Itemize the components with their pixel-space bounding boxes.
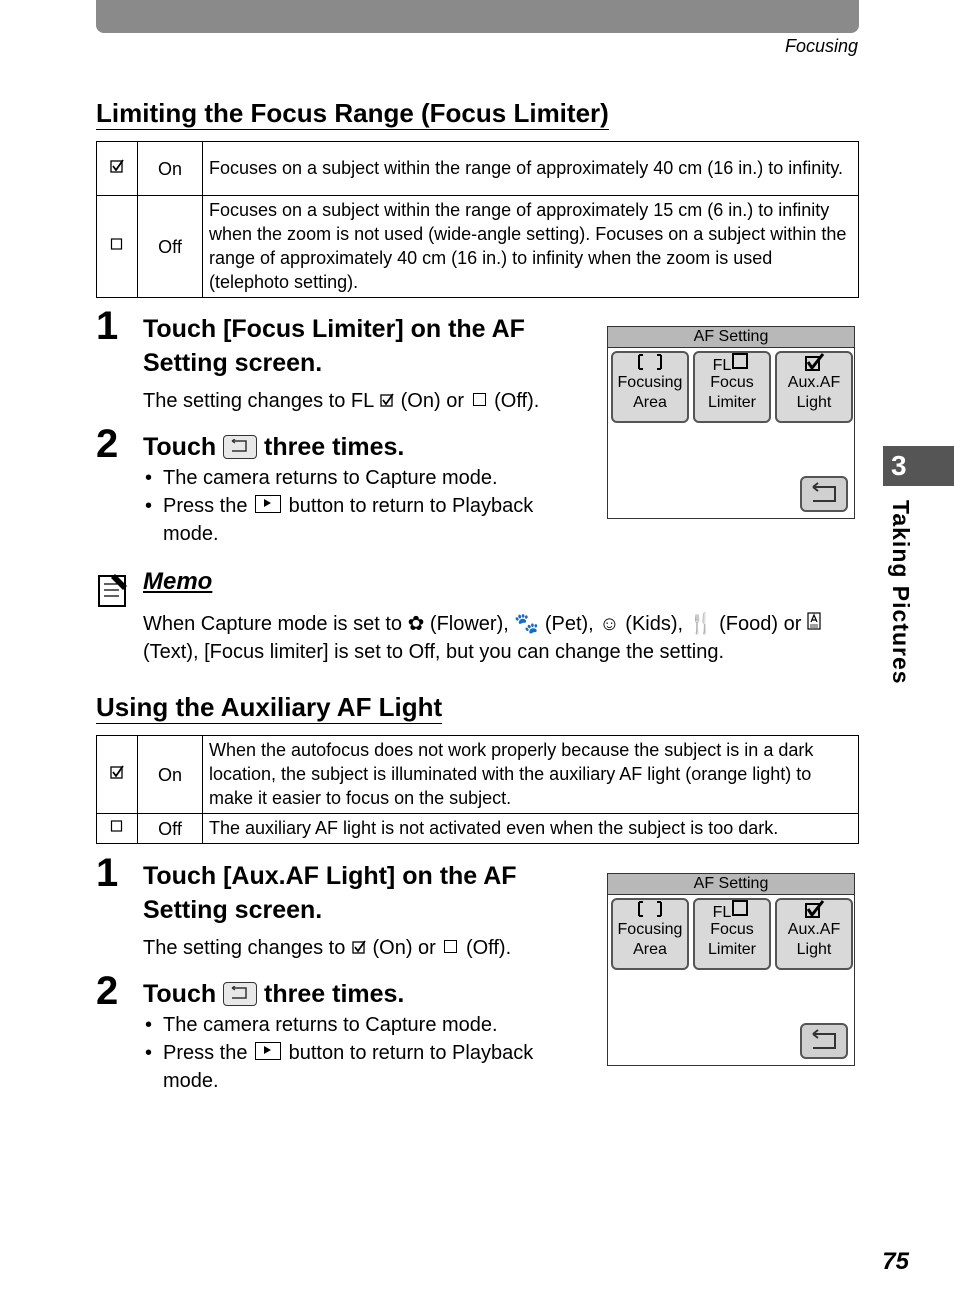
icon-text: FL [712, 904, 732, 921]
memo-text-a: When Capture mode is set to [143, 613, 403, 635]
checkbox-checked-icon [351, 937, 367, 959]
checkbox-empty-icon [97, 814, 138, 844]
checkbox-empty-icon [732, 353, 748, 369]
step-title [143, 430, 404, 464]
step-title: Touch [Aux.AF Light] on the AF Setting screen. [143, 862, 517, 924]
back-button-icon [223, 982, 257, 1006]
state-description: When the autofocus does not work properly because the subject is in a dark location, the subject is illuminated with the auxiliary AF light (orange light) to make it easier to focus on the subject. [203, 736, 859, 814]
state-description: The auxiliary AF light is not activated even when the subject is too dark. [203, 814, 859, 844]
playback-button-icon [255, 495, 281, 513]
state-description: Focuses on a subject within the range of approximately 40 cm (16 in.) to infinity. [203, 142, 859, 196]
flower-icon: ✿ [407, 613, 425, 635]
tile-label: Focus [710, 921, 754, 938]
state-label: Off [138, 814, 203, 844]
step-number: 1 [96, 304, 119, 348]
table-row [97, 736, 859, 814]
step-title-b: three times. [264, 980, 405, 1008]
tile-label: Focus [710, 374, 754, 391]
screen-header: AF Setting [608, 327, 854, 348]
focus-limiter-tile[interactable] [693, 351, 771, 423]
step-title: Touch [Focus Limiter] on the AF Setting screen. [143, 315, 525, 377]
tile-label: Focusing [617, 921, 683, 938]
focus-frame-icon [613, 353, 687, 373]
table-row [97, 814, 859, 844]
checkbox-empty-icon [97, 196, 138, 298]
step-text [143, 934, 593, 962]
tile-label: Limiter [707, 941, 756, 958]
section-title-aux-af-light: Using the Auxiliary AF Light [96, 692, 443, 722]
chapter-label: Taking Pictures [888, 500, 914, 685]
aux-af-light-tile[interactable] [775, 351, 853, 423]
aux-af-light-table [96, 735, 859, 844]
step-text-b: (On) or [372, 937, 436, 959]
focusing-area-tile[interactable] [611, 898, 689, 970]
focus-limiter-table [96, 141, 859, 298]
bullet-text-a: Press the [163, 495, 248, 517]
memo-kids: (Kids), [625, 613, 684, 635]
table-row [97, 142, 859, 196]
table-row [97, 196, 859, 298]
tile-label: Light [796, 394, 832, 411]
state-description: Focuses on a subject within the range of approximately 15 cm (6 in.) to infinity when the zoom is not used (wide-angle setting). Focuses on a subject within the range of approximately 40 cm (16 in.) to infinity when the zoom is used (telephoto setting). [203, 196, 859, 298]
step-text-a: The setting changes to [143, 937, 346, 959]
tile-label: Limiter [707, 394, 756, 411]
list-item: • The camera returns to Capture mode. [145, 467, 498, 489]
tile-label: Area [633, 394, 667, 411]
pet-icon: 🐾 [514, 613, 540, 635]
af-setting-screen [607, 326, 855, 519]
section-title-focus-limiter: Limiting the Focus Range (Focus Limiter) [96, 98, 609, 128]
memo-food: (Food) or [719, 613, 802, 635]
bullet-text: The camera returns to Capture mode. [163, 467, 498, 489]
food-icon: 🍴 [688, 613, 714, 635]
screen-header: AF Setting [608, 874, 854, 895]
chapter-tab: 3 [883, 446, 954, 486]
memo-pet: (Pet), [544, 613, 594, 635]
step-title-b: three times. [264, 433, 405, 461]
focus-limiter-icon [695, 900, 769, 920]
bullet-text-b: button to return to Playback mode. [163, 1042, 534, 1092]
memo-text-b: (Text), [Focus limiter] is set to Off, but you can change the setting. [143, 641, 725, 663]
step-text-b: (On) or [400, 390, 464, 412]
tile-label: Aux.AF [787, 374, 841, 391]
text-mode-icon [807, 613, 821, 635]
header-bar [96, 0, 859, 33]
step-title-a: Touch [143, 980, 217, 1008]
step-bullets [143, 464, 593, 548]
checkbox-checked-icon [777, 900, 851, 920]
tile-label: Light [796, 941, 832, 958]
checkbox-empty-icon [444, 940, 457, 953]
back-button[interactable] [800, 476, 848, 512]
aux-af-light-tile[interactable] [775, 898, 853, 970]
step-number: 2 [96, 422, 119, 466]
back-arrow-icon [802, 478, 846, 510]
section-heading [96, 98, 609, 130]
focusing-area-tile[interactable] [611, 351, 689, 423]
focus-limiter-tile[interactable] [693, 898, 771, 970]
state-label: Off [138, 196, 203, 298]
checkbox-checked-icon [777, 353, 851, 373]
list-item: • Press the button to return to Playback mode. [145, 1042, 534, 1092]
step-title-a: Touch [143, 433, 217, 461]
memo-flower: (Flower), [429, 613, 509, 635]
kids-icon: ☺ [599, 613, 620, 635]
step-number: 1 [96, 851, 119, 895]
state-label: On [138, 142, 203, 196]
bullet-text-a: Press the [163, 1042, 248, 1064]
list-item: • Press the button to return to Playback mode. [145, 495, 534, 545]
back-button[interactable] [800, 1023, 848, 1059]
step-text-c: (Off). [465, 937, 512, 959]
step-text [143, 387, 613, 415]
step-bullets [143, 1011, 583, 1095]
tile-label: Focusing [617, 374, 683, 391]
running-head: Focusing [784, 36, 858, 56]
playback-button-icon [255, 1042, 281, 1060]
step-number: 2 [96, 969, 119, 1013]
back-button-icon [223, 435, 257, 459]
icon-text: FL [712, 357, 732, 374]
checkbox-checked-icon [97, 736, 138, 814]
memo-icon [97, 572, 129, 613]
checkbox-checked-icon [379, 390, 395, 412]
memo-title: Memo [143, 568, 213, 595]
af-setting-screen [607, 873, 855, 1066]
tile-label: Area [633, 941, 667, 958]
bullet-text-b: button to return to Playback mode. [163, 495, 534, 545]
page-number: 75 [882, 1248, 909, 1275]
list-item: • The camera returns to Capture mode. [145, 1014, 498, 1036]
checkbox-empty-icon [473, 393, 486, 406]
bullet-text: The camera returns to Capture mode. [163, 1014, 498, 1036]
state-label: On [138, 736, 203, 814]
step-text-c: (Off). [494, 390, 540, 412]
checkbox-empty-icon [732, 900, 748, 916]
memo-text [143, 610, 863, 666]
step-text-a: The setting changes to FL [143, 390, 374, 412]
tile-label: Aux.AF [787, 921, 841, 938]
checkbox-checked-icon [97, 142, 138, 196]
focus-frame-icon [613, 900, 687, 920]
section-heading [96, 692, 442, 724]
back-arrow-icon [802, 1025, 846, 1057]
focus-limiter-icon [695, 353, 769, 373]
step-title [143, 977, 404, 1011]
